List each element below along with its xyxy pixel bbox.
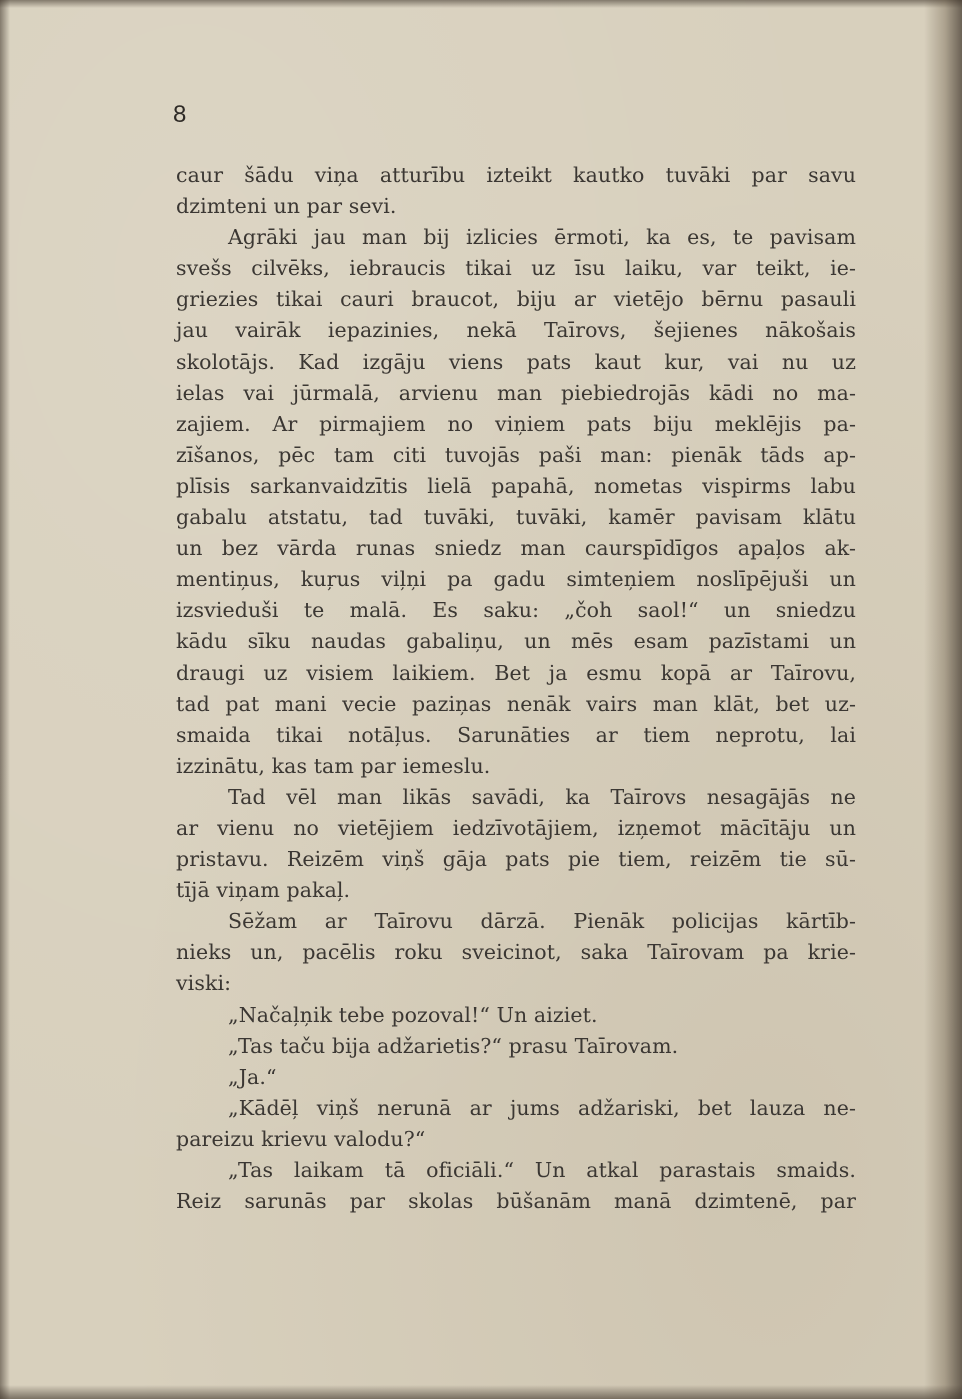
text-line: „Tas taču bija adžarietis?“ prasu Taīrovam. [228, 1033, 679, 1058]
text-line: Sēžam ar Taīrovu dārzā. Pienāk policijas kārtīb- [228, 909, 856, 934]
text-line: izsvieduši te malā. Es saku: „čoh saol!“ un sniedzu [176, 598, 856, 623]
text-line: tad pat mani vecie paziņas nenāk vairs man klāt, bet uz- [176, 691, 856, 716]
text-line: „Ja.“ [228, 1064, 277, 1089]
page-left-edge-shadow [0, 0, 10, 1399]
text-line: „Načaļņik tebe pozoval!“ Un aiziet. [228, 1002, 598, 1027]
text-line: draugi uz visiem laikiem. Bet ja esmu kopā ar Taīrovu, [176, 660, 856, 685]
text-line: un bez vārda runas sniedz man caurspīdīgos apaļos ak- [176, 536, 856, 561]
page-right-edge-shadow [924, 0, 962, 1399]
text-line: plīsis sarkanvaidzītis lielā papahā, nometas vispirms labu [176, 473, 856, 498]
text-line: jau vairāk iepazinies, nekā Taīrovs, šejienes nākošais [176, 318, 856, 343]
text-line: zīšanos, pēc tam citi tuvojās paši man: pienāk tāds ap- [176, 442, 856, 467]
text-line: viski: [176, 971, 232, 996]
text-line: caur šādu viņa atturību izteikt kautko tuvāki par savu [176, 163, 856, 187]
text-line: izzinātu, kas tam par iemeslu. [176, 753, 491, 778]
text-line: Agrāki jau man bij izlicies ērmoti, ka es, te pavisam [228, 225, 856, 250]
page-number: 8 [173, 101, 187, 128]
body-text [176, 160, 856, 1217]
text-line: „Kādēļ viņš nerunā ar jums adžariski, bet lauza ne- [228, 1095, 856, 1120]
page-bottom-edge-shadow [0, 1385, 962, 1399]
text-line: griezies tikai cauri braucot, biju ar vietējo bērnu pasauli [176, 287, 856, 312]
text-line: Reiz sarunās par skolas būšanām manā dzimtenē, par [176, 1189, 856, 1214]
text-line: dzimteni un par sevi. [176, 194, 397, 219]
text-line: svešs cilvēks, iebraucis tikai uz īsu laiku, var teikt, ie- [176, 256, 856, 281]
text-line: smaida tikai notāļus. Sarunāties ar tiem neprotu, lai [176, 722, 856, 747]
text-line: ielas vai jūrmalā, arvienu man piebiedrojās kādi no ma- [176, 380, 856, 405]
text-line: nieks un, pacēlis roku sveicinot, saka Taīrovam pa krie- [176, 940, 856, 965]
text-line: kādu sīku naudas gabaliņu, un mēs esam pazīstami un [176, 629, 856, 654]
page-top-edge-shadow [0, 0, 962, 8]
text-line: pristavu. Reizēm viņš gāja pats pie tiem, reizēm tie sū- [176, 847, 856, 872]
text-line: gabalu atstatu, tad tuvāki, tuvāki, kamēr pavisam klātu [176, 505, 856, 530]
text-line: skolotājs. Kad izgāju viens pats kaut kur, vai nu uz [176, 349, 856, 374]
text-line: mentiņus, kuŗus viļņi pa gadu simteņiem noslīpējuši un [176, 567, 856, 592]
text-line: tījā viņam pakaļ. [176, 878, 351, 903]
text-line: zajiem. Ar pirmajiem no viņiem pats biju meklējis pa- [176, 411, 856, 436]
text-line: pareizu krievu valodu?“ [176, 1126, 426, 1151]
text-line: Tad vēl man likās savādi, ka Taīrovs nesagājās ne [228, 784, 856, 809]
text-line: ar vienu no vietējiem iedzīvotājiem, izņemot mācītāju un [176, 815, 856, 840]
text-line: „Tas laikam tā oficiāli.“ Un atkal parastais smaids. [228, 1158, 856, 1182]
